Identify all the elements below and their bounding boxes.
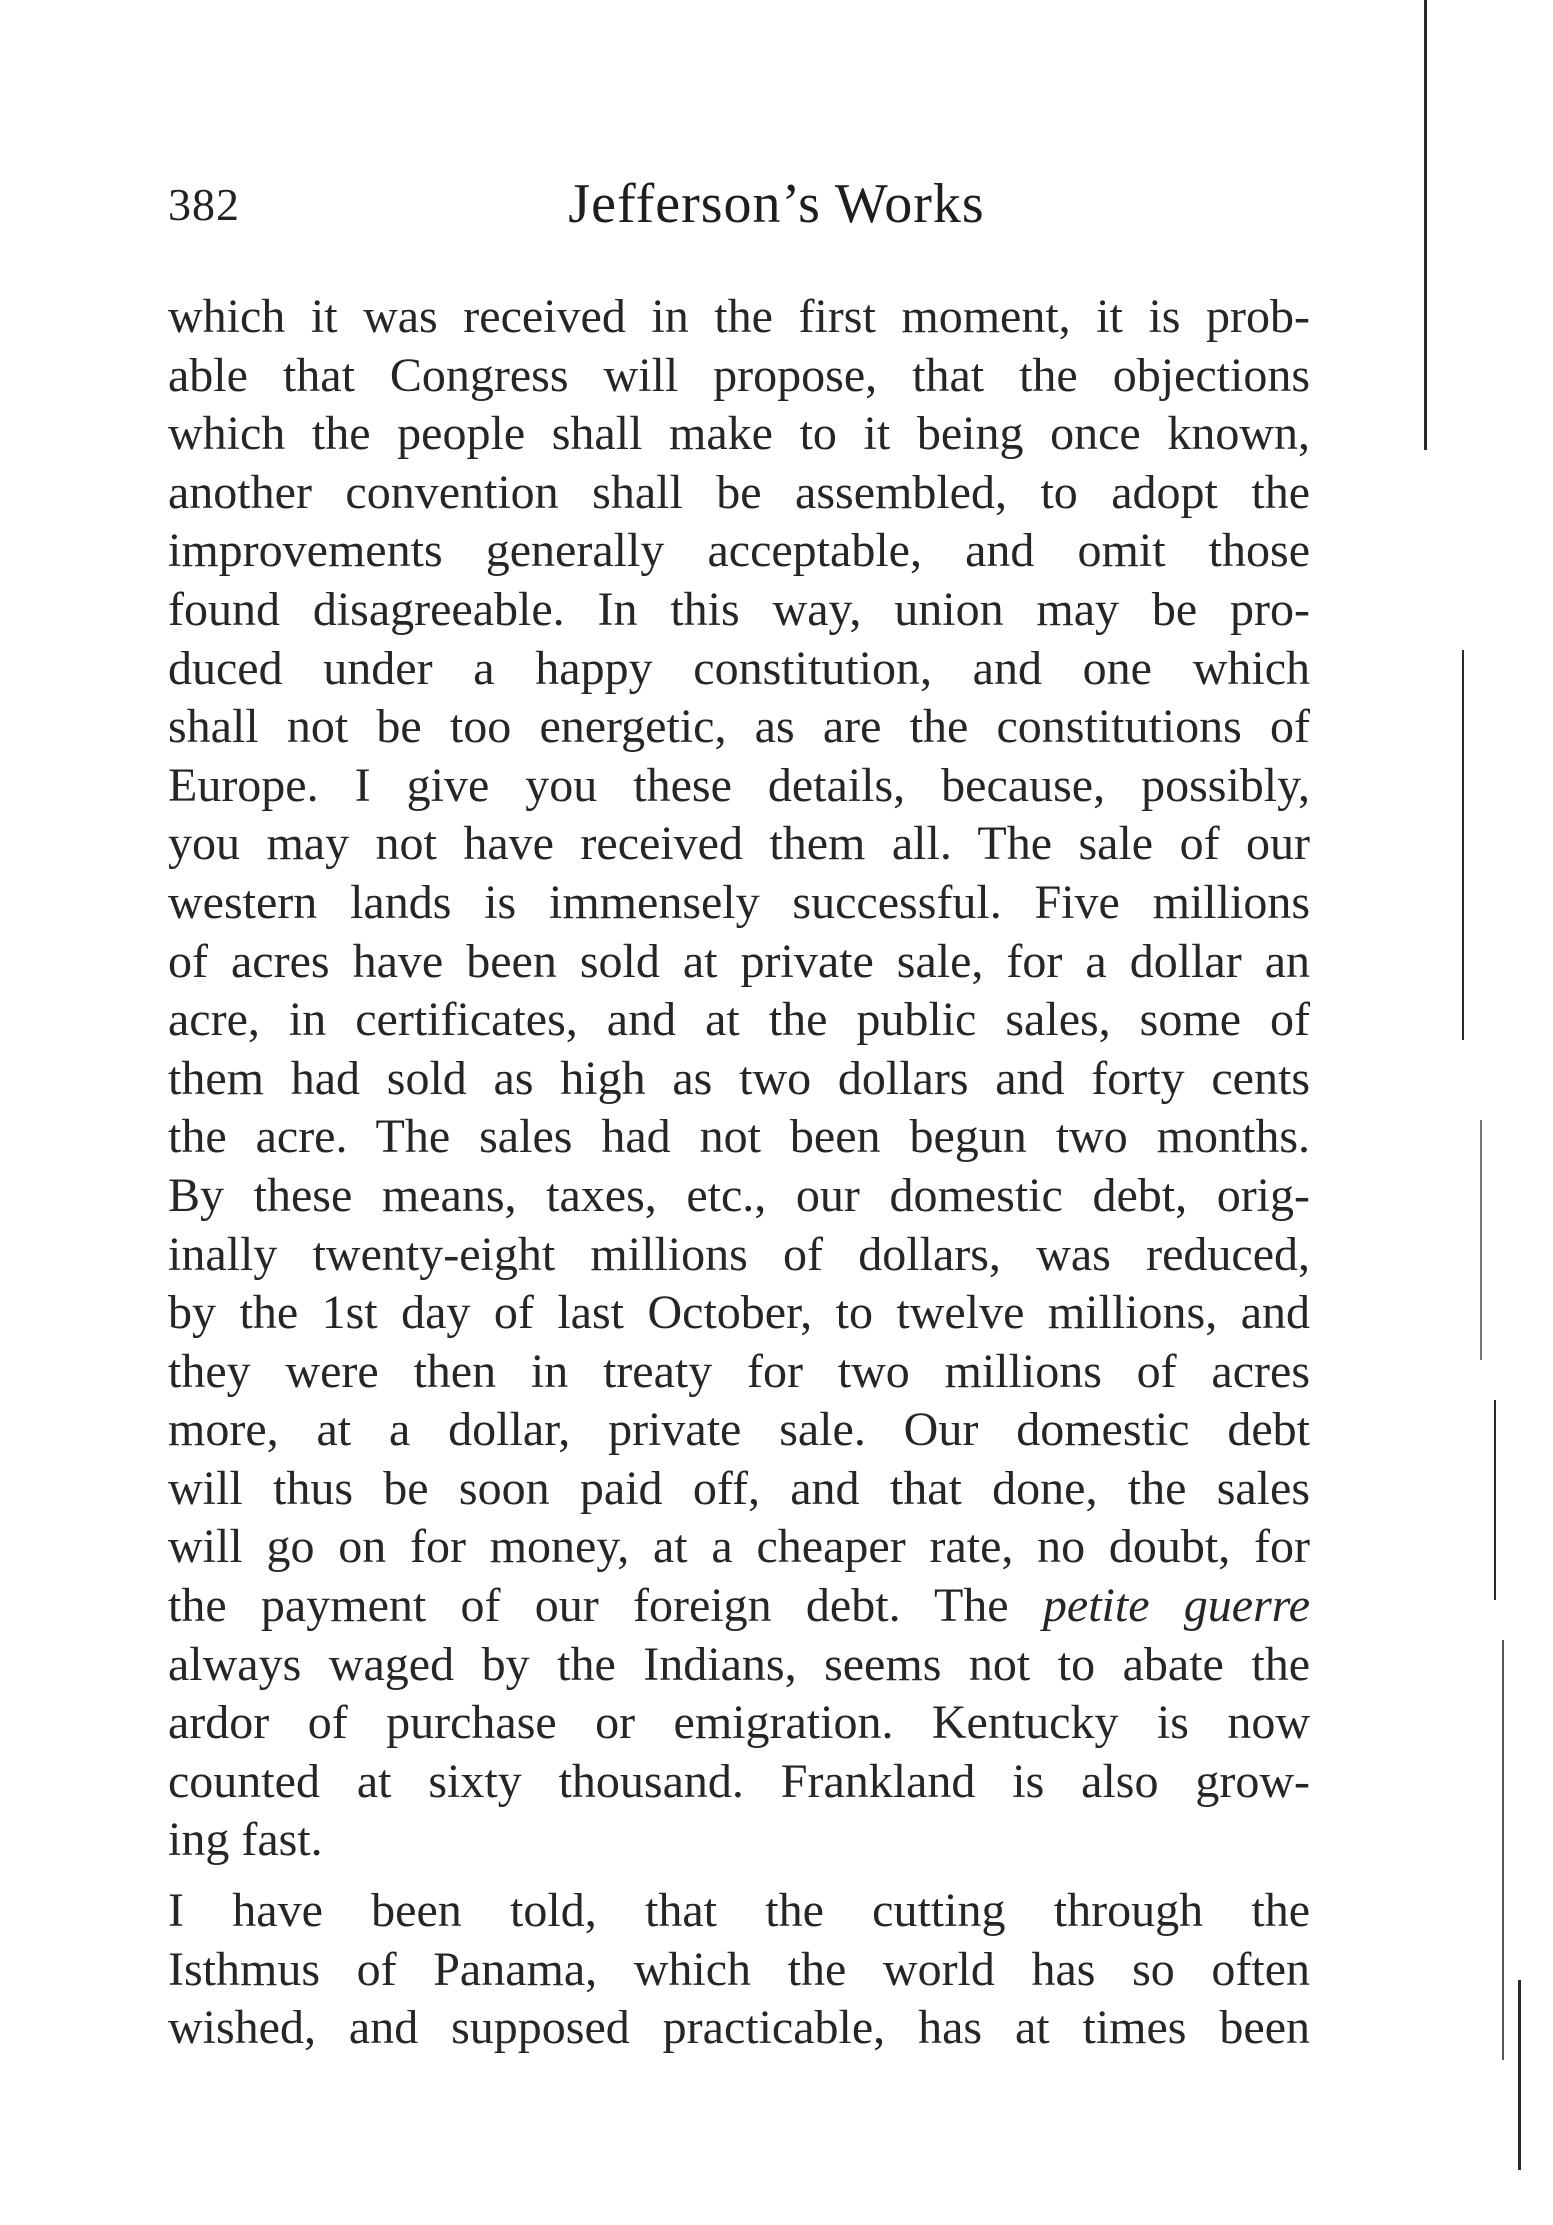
text-line: ing fast. (168, 1813, 323, 1867)
text-line: wished, and supposed practicable, has at times been (168, 2001, 1310, 2055)
text-line: they were then in treaty for two millions of acres (168, 1344, 1310, 1398)
scan-edge-line (1462, 650, 1464, 1040)
text-line: I have been told, that the cutting through the (168, 1884, 1310, 1938)
text-segment: the payment of our foreign debt. The (168, 1579, 1043, 1633)
text-line: duced under a happy constitution, and one which (168, 641, 1310, 695)
italic-phrase: petite guerre (1042, 1579, 1310, 1633)
text-line-with-italic (168, 1577, 1310, 1636)
scan-edge-line (1424, 0, 1427, 450)
text-line: always waged by the Indians, seems not to abate the (168, 1637, 1310, 1691)
text-line: able that Congress will propose, that the objections (168, 348, 1310, 402)
text-line: Europe. I give you these details, because, possibly, (168, 758, 1310, 812)
text-line: found disagreeable. In this way, union may be pro- (168, 582, 1310, 636)
text-line: will thus be soon paid off, and that done, the sales (168, 1461, 1310, 1515)
text-line: which it was received in the first moment, it is prob- (168, 290, 1310, 343)
running-title: Jefferson’s Works (568, 173, 985, 235)
text-line: by the 1st day of last October, to twelve millions, and (168, 1286, 1310, 1340)
text-line: western lands is immensely successful. Five millions (168, 875, 1310, 929)
paragraph-spacer (168, 1870, 1310, 1882)
text-line: By these means, taxes, etc., our domestic debt, orig- (168, 1168, 1310, 1222)
text-line: the acre. The sales had not been begun two months. (168, 1110, 1310, 1164)
text-line: Isthmus of Panama, which the world has so often (168, 1942, 1310, 1996)
paragraph-2 (168, 1882, 1310, 2058)
paragraph-1 (168, 288, 1310, 1870)
text-line: acre, in certificates, and at the public sales, some of (168, 993, 1310, 1047)
text-line: of acres have been sold at private sale, for a dollar an (168, 934, 1310, 988)
text-line: them had sold as high as two dollars and forty cents (168, 1051, 1310, 1105)
text-line: more, at a dollar, private sale. Our domestic debt (168, 1403, 1310, 1457)
text-line: which the people shall make to it being once known, (168, 407, 1310, 461)
text-line: ardor of purchase or emigration. Kentucky is now (168, 1696, 1310, 1750)
text-line: will go on for money, at a cheaper rate, no doubt, for (168, 1520, 1310, 1574)
scan-edge-line (1480, 1120, 1482, 1360)
page-number: 382 (168, 179, 240, 230)
body-text (168, 288, 1310, 2058)
text-line: you may not have received them all. The sale of our (168, 817, 1310, 871)
text-line: another convention shall be assembled, to adopt the (168, 465, 1310, 519)
scan-edge-line (1502, 1640, 1504, 2060)
text-line: shall not be too energetic, as are the constitutions of (168, 700, 1310, 754)
scan-edge-line (1518, 1980, 1521, 2170)
text-line: inally twenty-eight millions of dollars, was reduced, (168, 1227, 1310, 1281)
scan-edge-line (1494, 1400, 1496, 1600)
text-line: improvements generally acceptable, and omit those (168, 524, 1310, 578)
text-line: counted at sixty thousand. Frankland is also grow- (168, 1754, 1310, 1808)
